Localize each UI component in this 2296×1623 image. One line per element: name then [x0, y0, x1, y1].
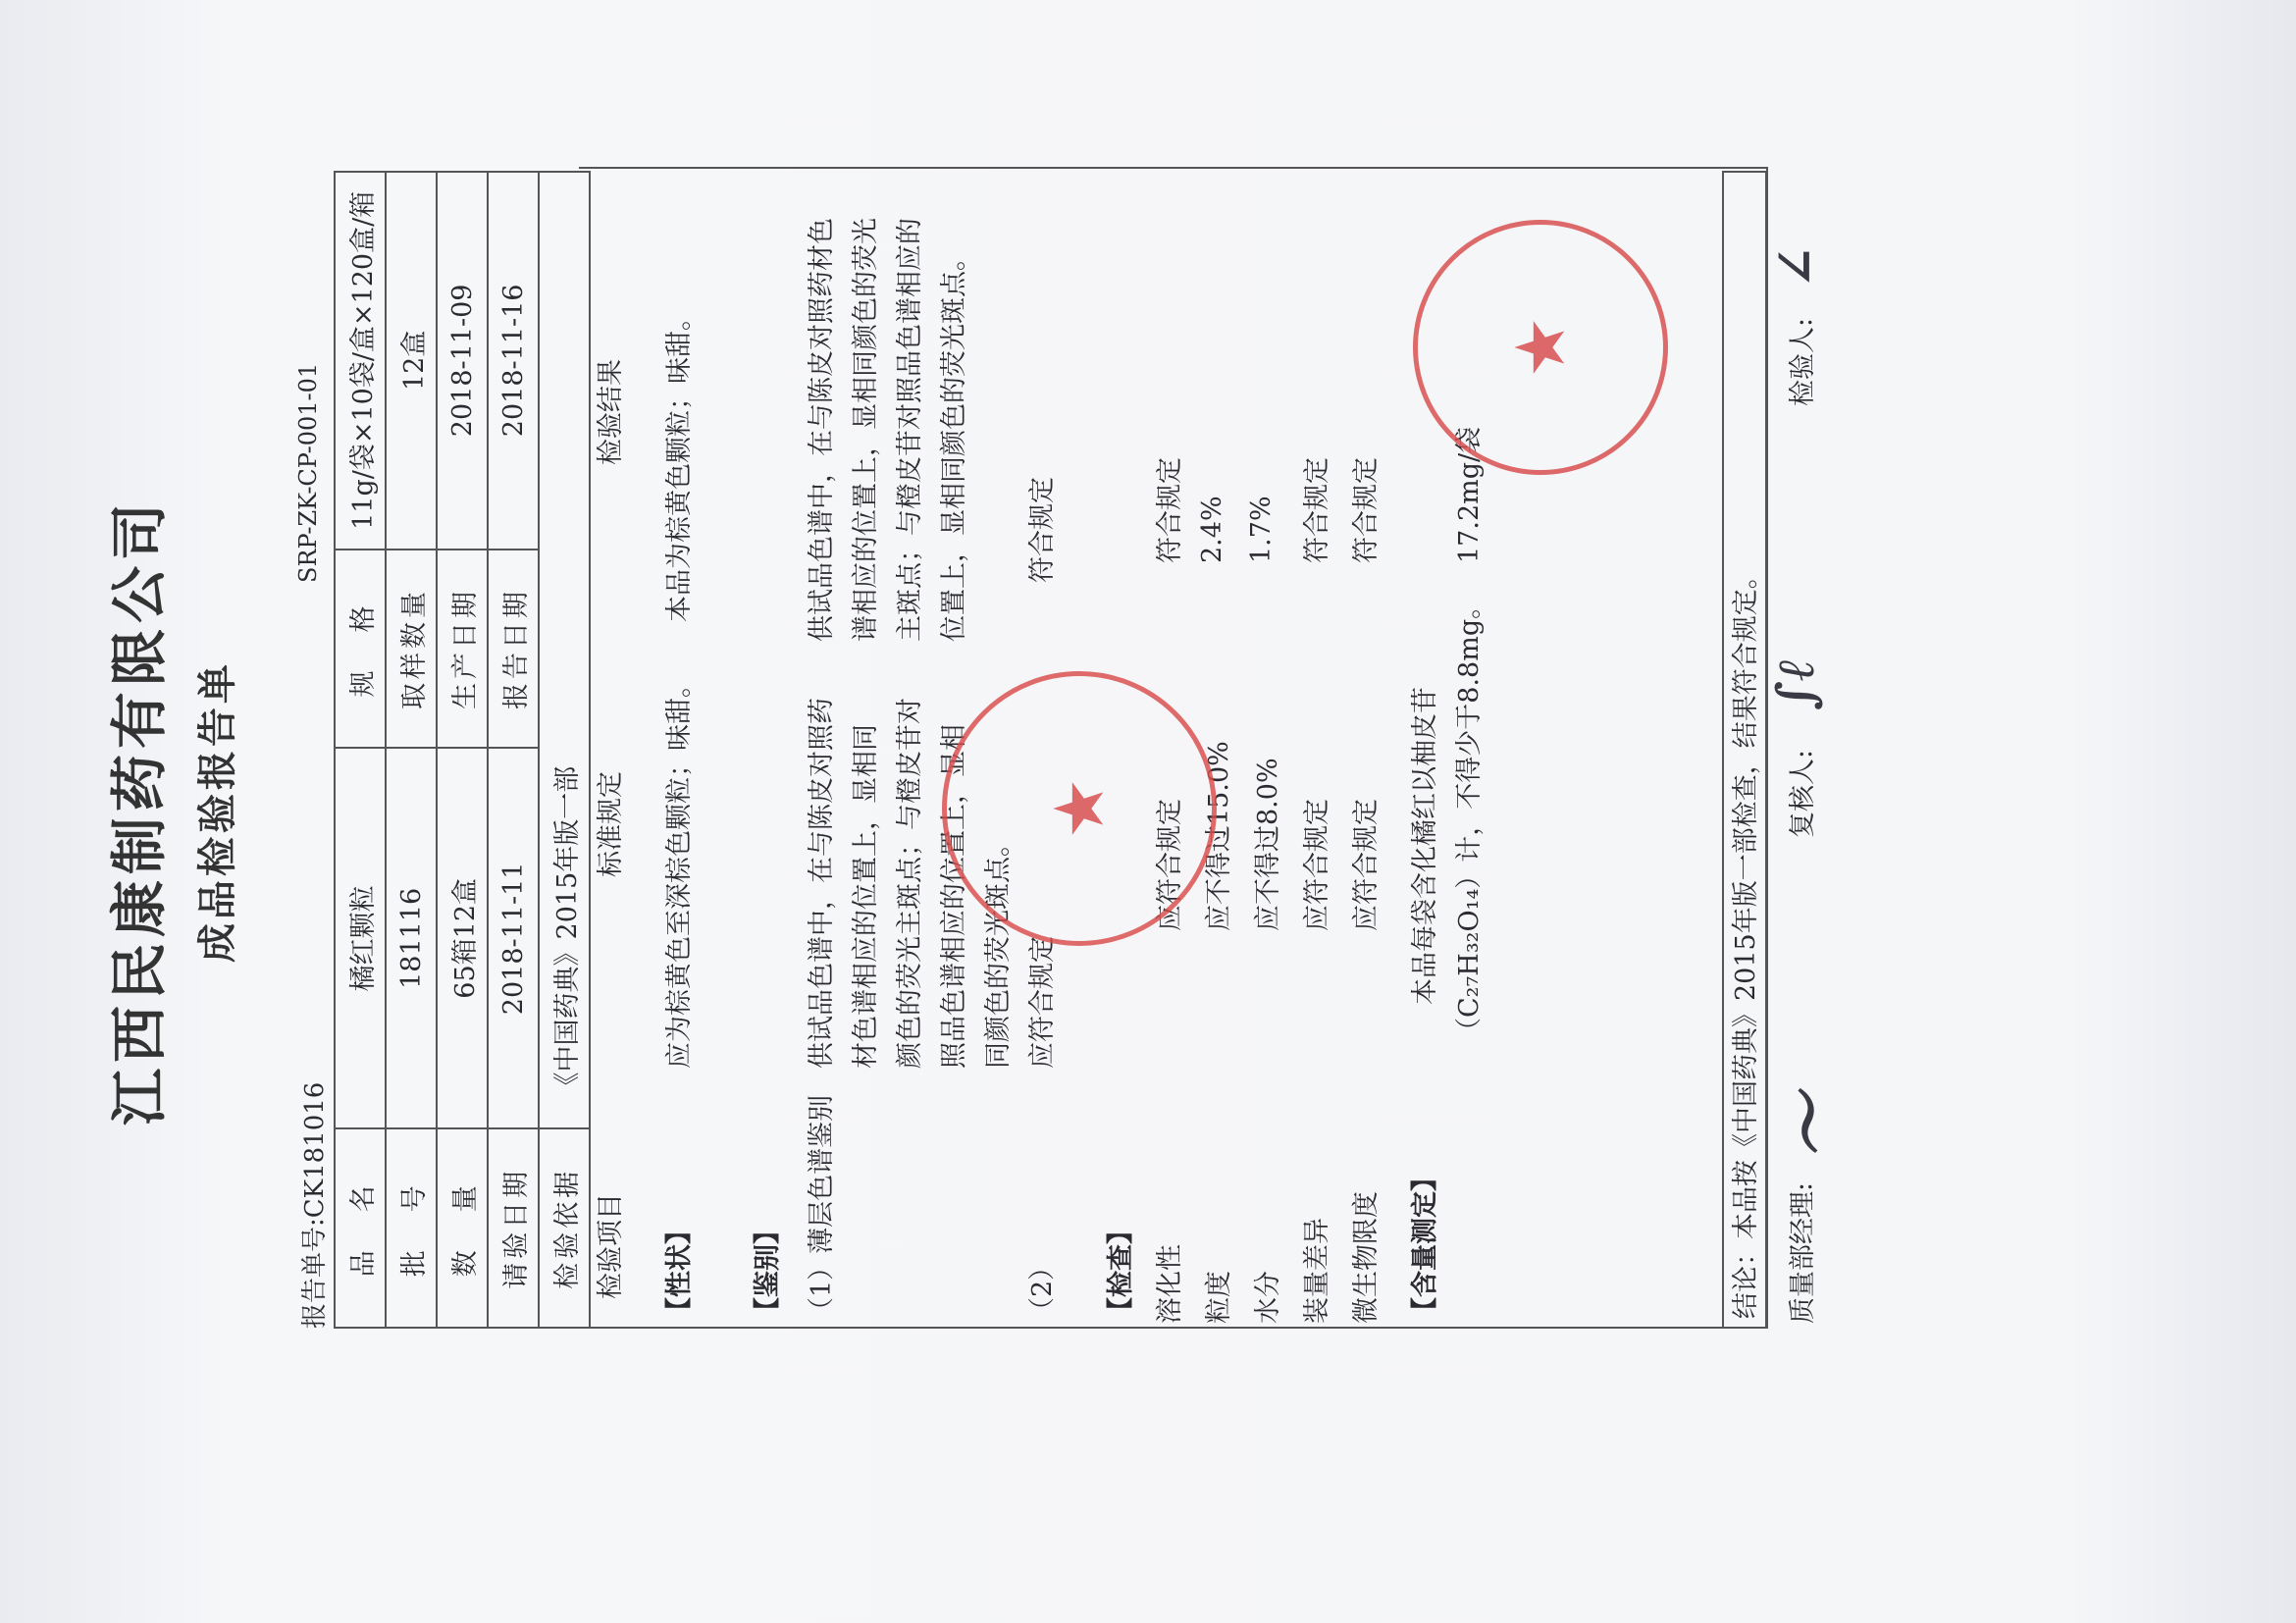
tlc-standard-line: 颜色的荧光主斑点；与橙皮苷对 — [895, 698, 925, 1069]
microbial-standard: 应符合规定 — [1351, 799, 1382, 931]
tlc-result-line: 谱相应的位置上，显相同颜色的荧光 — [851, 218, 881, 642]
info-row — [437, 172, 488, 1328]
id2-result: 符合规定 — [1027, 477, 1058, 583]
section-assay: 【含量测定】 — [1410, 1165, 1440, 1324]
tlc-item: （1）薄层色谱鉴别 — [807, 1094, 837, 1324]
star-icon: ★ — [1039, 777, 1120, 840]
batch-label: 批 号 — [386, 1128, 437, 1328]
sample-qty-value: 12盒 — [386, 172, 437, 550]
id2-item: （2） — [1027, 1253, 1058, 1324]
batch-value: 181116 — [386, 748, 437, 1128]
quality-inspection-stamp — [1413, 220, 1668, 475]
basis-label: 检验依据 — [539, 1128, 590, 1328]
product-name: 橘红颗粒 — [335, 748, 386, 1128]
star-icon: ★ — [1500, 316, 1581, 379]
column-result: 检验结果 — [596, 359, 626, 465]
tlc-standard-line: 供试品色谱中，在与陈皮对照药 — [807, 698, 837, 1069]
report-number: 报告单号:CK181016 — [300, 1081, 330, 1329]
granularity-result: 2.4% — [1197, 496, 1227, 563]
conclusion: 结论：本品按《中国药典》2015年版一部检查，结果符合规定。 — [1722, 171, 1767, 1329]
moisture-result: 1.7% — [1246, 496, 1277, 563]
column-item: 检验项目 — [596, 1193, 626, 1299]
section-character: 【性状】 — [664, 1218, 695, 1324]
info-row — [386, 172, 437, 1328]
assay-standard-line: 本品每袋含化橘红以柚皮苷 — [1410, 687, 1440, 1005]
tlc-standard-line: 照品色谱相应的位置上，显相 — [939, 724, 969, 1069]
section-identification: 【鉴别】 — [753, 1218, 783, 1324]
solubility-item: 溶化性 — [1155, 1244, 1185, 1324]
reviewer-signature: ∫ℓ — [1766, 658, 1826, 710]
report-title: 成品检验报告单 — [194, 660, 240, 963]
inspector-signature: ∠ — [1766, 245, 1826, 288]
basis-value: 《中国药典》2015年版一部 — [539, 172, 590, 1128]
character-standard: 应为棕黄色至深棕色颗粒；味甜。 — [664, 671, 695, 1069]
sample-qty-label: 取样数量 — [386, 550, 437, 749]
character-result: 本品为棕黄色颗粒；味甜。 — [664, 304, 695, 622]
qa-manager-label: 质量部经理: — [1788, 1181, 1818, 1324]
moisture-standard: 应不得过8.0% — [1253, 758, 1283, 931]
column-standard: 标准规定 — [596, 771, 626, 877]
assay-standard-line: （C₂₇H₃₂O₁₄）计，不得少于8.8mg。 — [1454, 592, 1485, 1044]
product-name-label: 品 名 — [335, 1128, 386, 1328]
spec-label: 规 格 — [335, 550, 386, 749]
section-inspection: 【检查】 — [1106, 1218, 1136, 1324]
info-row — [488, 172, 539, 1328]
tlc-standard-line: 同颜色的荧光斑点。 — [983, 830, 1014, 1069]
microbial-item: 微生物限度 — [1351, 1191, 1382, 1324]
report-date-value: 2018-11-16 — [488, 172, 539, 550]
production-date-value: 2018-11-09 — [437, 172, 488, 550]
granularity-standard: 应不得过15.0% — [1204, 741, 1234, 931]
request-date-label: 请验日期 — [488, 1128, 539, 1328]
form-code: SRP-ZK-CP-001-01 — [294, 362, 322, 583]
solubility-result: 符合规定 — [1155, 457, 1185, 563]
production-date-label: 生产日期 — [437, 550, 488, 749]
info-row — [335, 172, 386, 1328]
tlc-standard-line: 材色谱相应的位置上，显相同 — [851, 724, 881, 1069]
request-date-value: 2018-11-11 — [488, 748, 539, 1128]
spec-value: 11g/袋×10袋/盒×120盒/箱 — [335, 172, 386, 550]
moisture-item: 水分 — [1253, 1271, 1283, 1324]
assay-result: 17.2mg/袋 — [1454, 426, 1485, 563]
granularity-item: 粒度 — [1204, 1271, 1234, 1324]
quantity-value: 65箱12盒 — [437, 748, 488, 1128]
id2-standard: 应符合规定 — [1027, 936, 1058, 1069]
quality-management-stamp — [942, 671, 1217, 946]
info-table — [334, 171, 591, 1329]
tlc-result-line: 供试品色谱中，在与陈皮对照药材色 — [807, 218, 837, 642]
solubility-standard: 应符合规定 — [1155, 799, 1185, 931]
tlc-result-line: 位置上，显相同颜色的荧光斑点。 — [939, 244, 969, 642]
quantity-label: 数 量 — [437, 1128, 488, 1328]
weight-diff-standard: 应符合规定 — [1302, 799, 1332, 931]
company-name: 江西民康制药有限公司 — [106, 497, 173, 1126]
weight-diff-result: 符合规定 — [1302, 457, 1332, 563]
qa-manager-signature: 〜 — [1765, 1086, 1856, 1167]
inspector-label: 检验人: — [1788, 317, 1818, 406]
weight-diff-item: 装量差异 — [1302, 1218, 1332, 1324]
tlc-result-line: 主斑点；与橙皮苷对照品色谱相应的 — [895, 218, 925, 642]
microbial-result: 符合规定 — [1351, 457, 1382, 563]
report-date-label: 报告日期 — [488, 550, 539, 749]
reviewer-label: 复核人: — [1788, 749, 1818, 838]
